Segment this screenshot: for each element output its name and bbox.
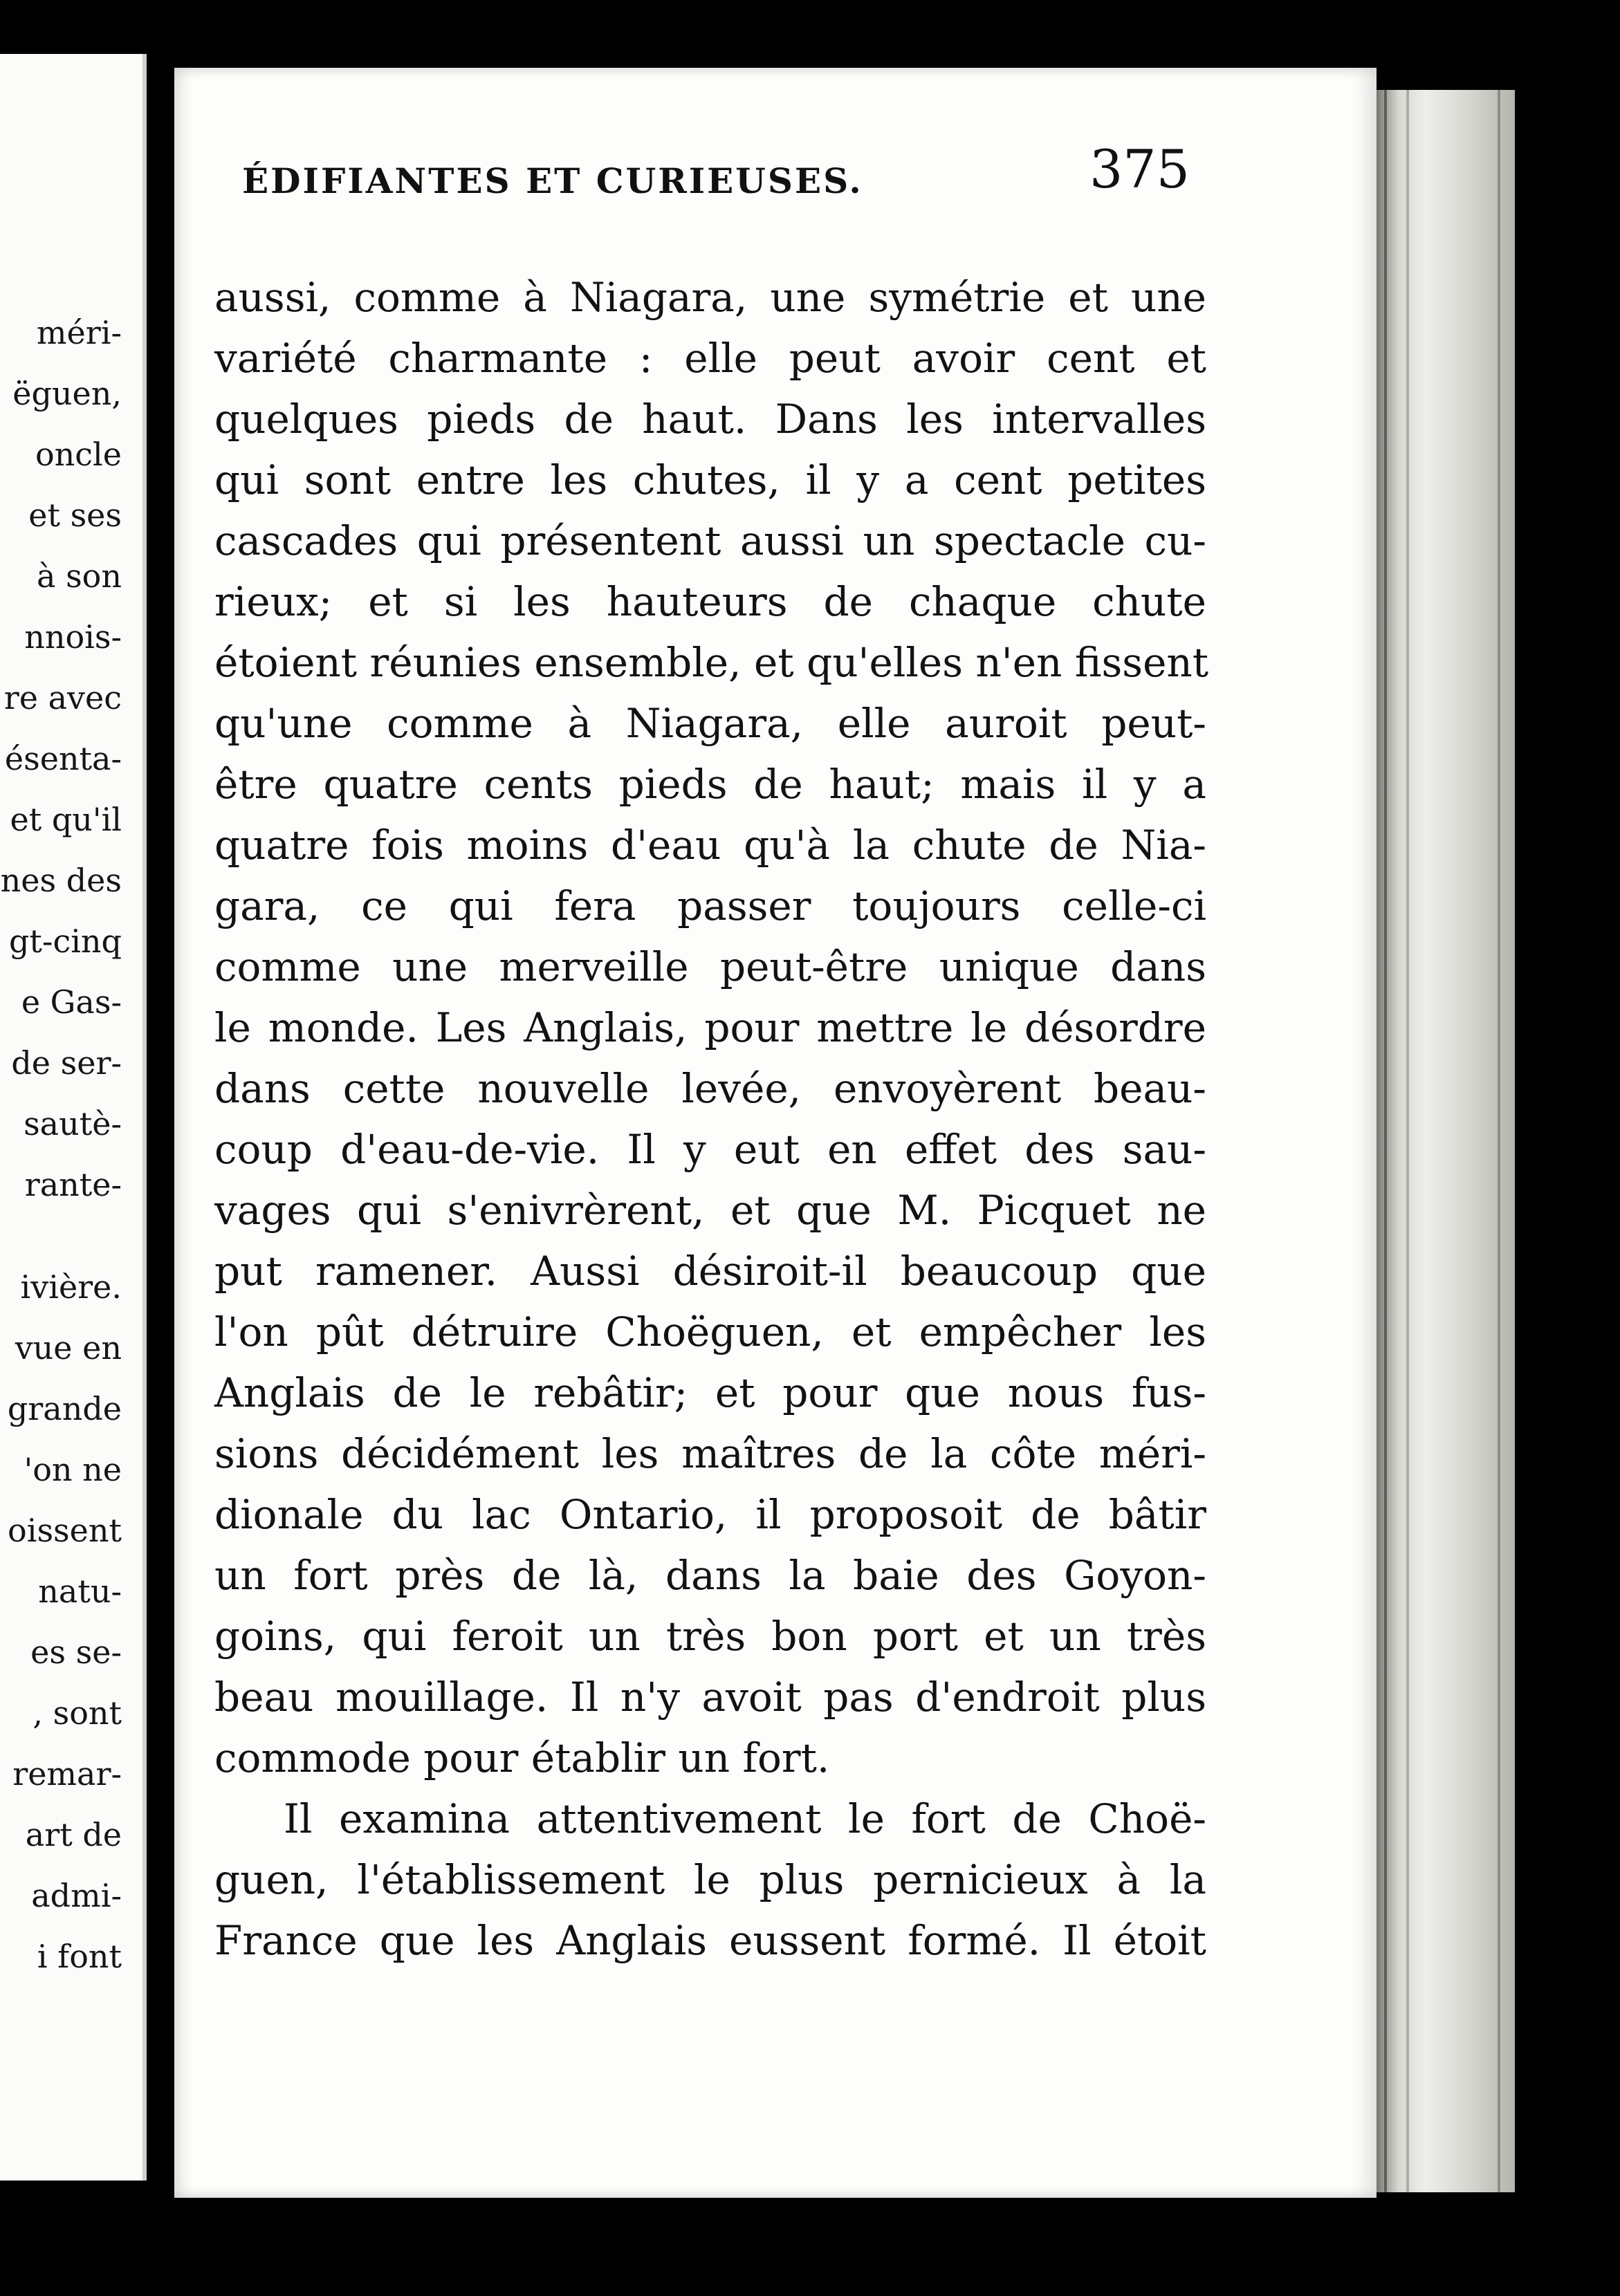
left-page-line: gt-cinq	[8, 923, 122, 960]
left-page-line: méri-	[36, 314, 122, 351]
left-page-line: natu-	[38, 1573, 122, 1610]
text-line: être quatre cents pieds de haut; mais il y a	[214, 761, 1206, 808]
text-line: dans cette nouvelle levée, envoyèrent beau-	[214, 1065, 1206, 1112]
text-line: un fort près de là, dans la baie des Goyon-	[214, 1552, 1206, 1599]
left-page-line: e Gas-	[21, 983, 122, 1021]
left-facing-page	[0, 54, 147, 2181]
text-line: aussi, comme à Niagara, une symétrie et une	[214, 274, 1206, 321]
body-text	[214, 267, 1209, 1971]
text-line: qu'une comme à Niagara, elle auroit peut-	[214, 700, 1206, 747]
left-page-line: et qu'il	[10, 801, 122, 838]
page-edge-stripe	[1406, 90, 1409, 2192]
text-line: qui sont entre les chutes, il y a cent petites	[214, 456, 1206, 503]
text-line: variété charmante : elle peut avoir cent et	[214, 335, 1206, 382]
left-page-line: grande	[7, 1390, 122, 1427]
text-line: l'on pût détruire Choëguen, et empêcher les	[214, 1308, 1206, 1355]
left-page-line: re avec	[3, 679, 122, 716]
text-line: put ramener. Aussi désiroit-il beaucoup que	[214, 1248, 1206, 1295]
left-page-line: nnois-	[24, 618, 122, 656]
text-line: étoient réunies ensemble, et qu'elles n'en fissent	[214, 639, 1209, 686]
left-page-line: de ser-	[11, 1044, 122, 1082]
text-line: France que les Anglais eussent formé. Il étoit	[214, 1917, 1206, 1964]
left-page-line: remar-	[12, 1755, 122, 1793]
left-page-line: vue en	[15, 1329, 122, 1367]
text-line: goins, qui feroit un très bon port et un très	[214, 1613, 1206, 1660]
left-page-line: 'on ne	[24, 1451, 122, 1488]
left-page-line: oncle	[35, 436, 122, 473]
text-line: dionale du lac Ontario, il proposoit de bâtir	[214, 1491, 1206, 1538]
left-page-line: sautè-	[24, 1105, 122, 1142]
text-line: beau mouillage. Il n'y avoit pas d'endroit plus	[214, 1674, 1206, 1721]
text-line: cascades qui présentent aussi un spectacle cu-	[214, 517, 1206, 564]
text-line: coup d'eau-de-vie. Il y eut en effet des sau-	[214, 1126, 1206, 1173]
text-line: quatre fois moins d'eau qu'à la chute de Nia-	[214, 822, 1206, 869]
text-line: Anglais de le rebâtir; et pour que nous fus-	[214, 1369, 1206, 1416]
left-page-line: rante-	[24, 1166, 122, 1203]
left-page-line: , sont	[33, 1694, 122, 1732]
left-page-line: art de	[25, 1816, 122, 1853]
text-line: quelques pieds de haut. Dans les intervalles	[214, 396, 1206, 443]
left-page-gutter	[142, 54, 147, 2181]
page-number: 375	[1089, 138, 1190, 200]
text-line: comme une merveille peut-être unique dans	[214, 943, 1206, 990]
left-page-line: admi-	[31, 1877, 122, 1914]
left-page-line: oissent	[8, 1512, 122, 1549]
left-page-line: ëguen,	[12, 375, 122, 412]
text-line: sions décidément les maîtres de la côte méri-	[214, 1430, 1206, 1477]
left-page-line: ivière.	[20, 1268, 122, 1306]
text-line: Il examina attentivement le fort de Choë-	[284, 1795, 1206, 1842]
left-page-line: à son	[37, 557, 122, 595]
text-line: gara, ce qui fera passer toujours celle-ci	[214, 882, 1206, 929]
left-page-line: i font	[37, 1938, 122, 1975]
book-page-edges	[1366, 90, 1515, 2192]
page-edge-stripe	[1498, 90, 1500, 2192]
running-header	[242, 138, 1190, 221]
text-line: commode pour établir un fort.	[214, 1734, 830, 1781]
text-line: guen, l'établissement le plus pernicieux à la	[214, 1856, 1206, 1903]
left-page-line: es se-	[30, 1633, 122, 1671]
running-title: ÉDIFIANTES ET CURIEUSES.	[242, 160, 863, 201]
text-line: rieux; et si les hauteurs de chaque chute	[214, 578, 1206, 625]
left-page-line: nes des	[0, 862, 122, 899]
left-page-line: ésenta-	[4, 740, 122, 777]
text-line: le monde. Les Anglais, pour mettre le désordre	[214, 1004, 1206, 1051]
page-edge-stripe	[1384, 90, 1387, 2192]
left-page-line: et ses	[28, 497, 122, 534]
text-line: vages qui s'enivrèrent, et que M. Picquet ne	[214, 1187, 1206, 1234]
